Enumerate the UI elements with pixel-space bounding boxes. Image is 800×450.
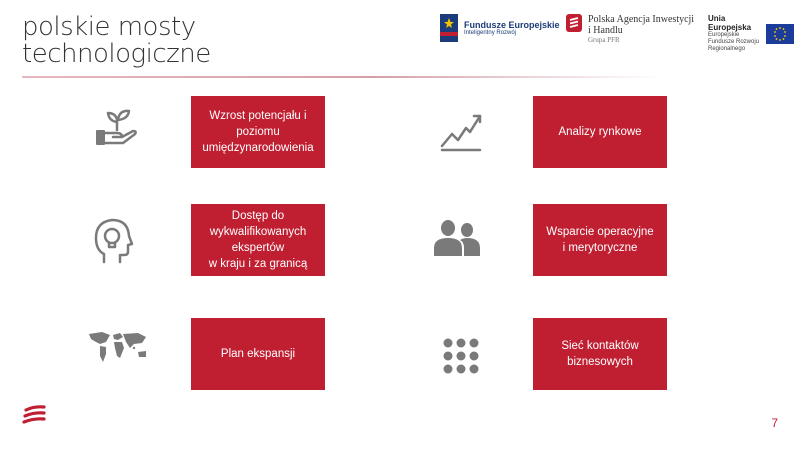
paih-mark-icon xyxy=(566,14,582,32)
people-icon xyxy=(434,220,480,256)
box-expansion-plan: Plan ekspansji xyxy=(191,318,325,390)
paih-logo xyxy=(566,14,698,44)
box-growth: Wzrost potencjału i poziomu umiędzynarodowienia xyxy=(191,96,325,168)
eu-flag-icon xyxy=(766,24,794,44)
eu-logo xyxy=(708,14,794,53)
ue-title: Unia Europejska xyxy=(708,14,752,32)
paih-title: Polska Agencja Inwestycji i Handlu xyxy=(588,14,695,36)
paih-subtitle: Grupa PFR xyxy=(588,36,620,44)
brand-wordmark xyxy=(22,14,211,68)
fe-star-icon xyxy=(440,14,458,42)
fundusze-europejskie-logo xyxy=(440,14,560,42)
fe-subtitle: Inteligentny Rozwój xyxy=(464,30,517,36)
trend-chart-icon xyxy=(438,110,484,154)
ue-subtitle: Europejskie Fundusze Rozwoju Regionalnego xyxy=(708,32,760,52)
brand-line-1: polskie mosty xyxy=(22,12,196,42)
plant-hand-icon xyxy=(93,106,139,150)
brand-line-2: technologiczne xyxy=(22,39,211,69)
header-divider xyxy=(22,76,662,78)
footer-brand-mark-icon xyxy=(22,404,48,431)
box-market-analysis: Analizy rynkowe xyxy=(533,96,667,168)
box-operational-support: Wsparcie operacyjne i merytoryczne xyxy=(533,204,667,276)
world-map-icon xyxy=(86,330,150,364)
dots-grid-icon xyxy=(443,338,479,374)
fe-title: Fundusze Europejskie xyxy=(464,20,560,30)
head-bulb-icon xyxy=(92,216,134,264)
box-business-network: Sieć kontaktów biznesowych xyxy=(533,318,667,390)
box-expert-access: Dostęp do wykwalifikowanych ekspertów w kraju i za granicą xyxy=(191,204,325,276)
page-number: 7 xyxy=(771,416,778,430)
